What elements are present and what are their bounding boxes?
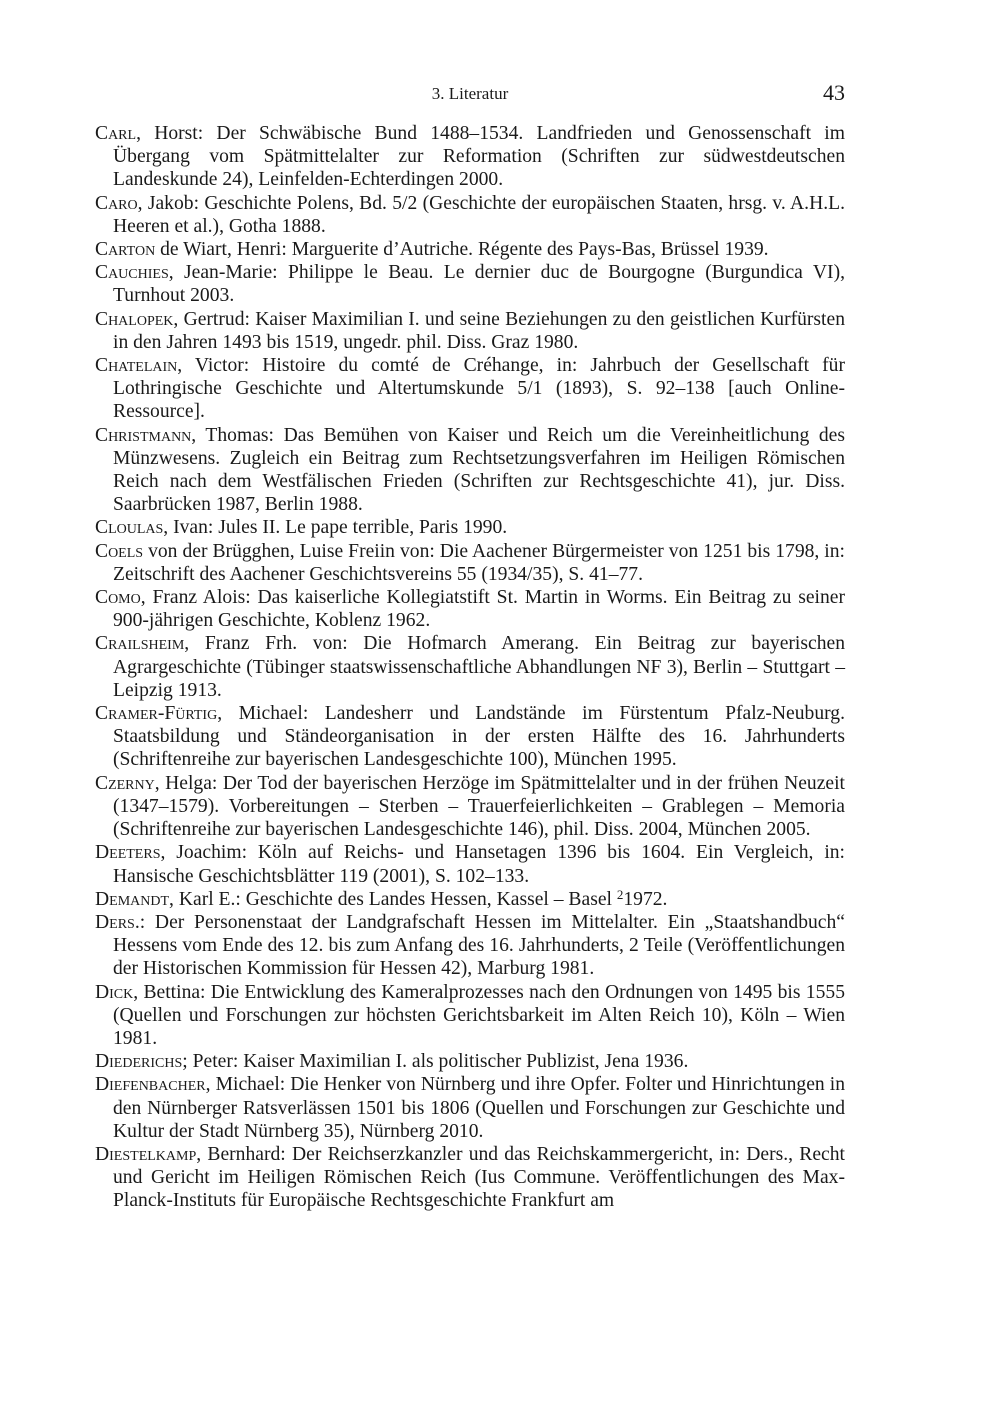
entry-author: Diestelkamp — [95, 1143, 197, 1165]
entry-text: , Franz Alois: Das kaiserliche Kollegiatstift St. Martin in Worms. Ein Beitrag zu seiner 900-jährigen Geschichte, Koblenz 1962. — [113, 587, 845, 632]
entry-author: Como — [95, 587, 141, 609]
bibliography-entry — [95, 516, 845, 539]
bibliography-entry — [95, 192, 845, 238]
entry-author: Diederichs — [95, 1051, 183, 1073]
entry-author: Cauchies — [95, 262, 169, 284]
bibliography-entry — [95, 586, 845, 632]
entry-text: , Gertrud: Kaiser Maximilian I. und seine Beziehungen zu den geistlichen Kurfürsten in den Jahren 1493 bis 1519, ungedr. phil. Diss. Graz 1980. — [113, 308, 845, 353]
entry-text: , Horst: Der Schwäbische Bund 1488–1534. Landfrieden und Genossenschaft im Übergang vom Spätmittelalter zur Reformation (Schriften zur südwestdeutschen Landeskunde 24), Leinfelden-Echterdingen 2000. — [113, 123, 845, 191]
entry-author: Deeters — [95, 842, 161, 864]
bibliography-entry — [95, 1050, 845, 1073]
entry-author: Carl — [95, 123, 137, 144]
running-title: 3. Literatur — [431, 84, 509, 103]
entry-text: , Franz Frh. von: Die Hofmarch Amerang. Ein Beitrag zur bayerischen Agrargeschichte (Tübinger staatswissenschaftliche Abhandlungen NF 3), Berlin – Stuttgart – Leipzig 1913. — [113, 633, 845, 701]
page-number: 43 — [823, 80, 845, 105]
entry-text: von der Brügghen, Luise Freiin von: Die Aachener Bürgermeister von 1251 bis 1798, in: Zeitschrift des Aachener Geschichtsvereins 55 (1934/35), S. 41–77. — [113, 540, 845, 585]
bibliography-entry — [95, 238, 845, 261]
entry-author: Crailsheim — [95, 633, 185, 655]
bibliography-entry — [95, 1143, 845, 1213]
bibliography-entry — [95, 540, 845, 586]
bibliography-entry — [95, 424, 845, 517]
entry-text: : Der Personenstaat der Landgrafschaft Hessen im Mittelalter. Ein „Staatshandbuch“ Hessens vom Ende des 12. bis zum Anfang des 16. Jahrhunderts, 2 Teile (Veröffentlichungen der Historischen Kommission für Hessen 42), Marburg 1981. — [113, 911, 845, 980]
entry-text: , Jean-Marie: Philippe le Beau. Le dernier duc de Bourgogne (Burgundica VI), Turnhout 2003. — [113, 262, 845, 307]
bibliography-entry — [95, 354, 845, 424]
bibliography-entry — [95, 702, 845, 772]
bibliography-entry — [95, 1073, 845, 1143]
entry-text: , Victor: Histoire du comté de Créhange, in: Jahrbuch der Gesellschaft für Lothringische Geschichte und Altertumskunde 5/1 (1893), S. 92–138 [auch Online-Ressource]. — [113, 355, 845, 423]
bibliography-entry — [95, 888, 845, 911]
bibliography-entry — [95, 841, 845, 887]
bibliography-entry — [95, 981, 845, 1051]
entry-text: , Thomas: Das Bemühen von Kaiser und Reich um die Vereinheitlichung des Münzwesens. Zugleich ein Beitrag zum Rechtsetzungsverfahren im Heiligen Römischen Reich nach dem Westfälischen Frieden (Schriften zur Rechtsgeschichte 41), jur. Diss. Saarbrücken 1987, Berlin 1988. — [113, 424, 845, 516]
entry-text: , Helga: Der Tod der bayerischen Herzöge im Spätmittelalter und in der frühen Neuzeit (1347–1579). Vorbereitungen – Sterben – Trauerfeierlichkeiten – Grablegen – Memoria (Schriftenreihe zur bayerischen Landesgeschichte 146), phil. Diss. 2004, München 2005. — [113, 772, 845, 841]
bibliography-list — [95, 122, 845, 1213]
entry-text-after: 1972. — [623, 888, 668, 910]
entry-author: Dick — [95, 981, 134, 1003]
entry-author: Diefenbacher — [95, 1074, 206, 1096]
entry-author: Caro — [95, 192, 138, 214]
entry-author: Demandt — [95, 888, 170, 910]
entry-author: Chalopek — [95, 308, 174, 330]
entry-author: Carton — [95, 239, 156, 261]
entry-text: , Karl E.: Geschichte des Landes Hessen, Kassel – Basel — [169, 888, 617, 910]
entry-author: Chatelain — [95, 355, 178, 377]
entry-text: de Wiart, Henri: Marguerite d’Autriche. Régente des Pays-Bas, Brüssel 1939. — [155, 239, 769, 261]
entry-text: , Joachim: Köln auf Reichs- und Hansetagen 1396 bis 1604. Ein Vergleich, in: Hansische Geschichtsblätter 119 (2001), S. 102–133. — [113, 842, 845, 887]
entry-text: , Bettina: Die Entwicklung des Kameralprozesses nach den Ordnungen von 1495 bis 1555 (Quellen und Forschungen zur höchsten Gerichtsbarkeit im Alten Reich 10), Köln – Wien 1981. — [113, 981, 845, 1049]
entry-text: , Jakob: Geschichte Polens, Bd. 5/2 (Geschichte der europäischen Staaten, hrsg. v. A.H.L. Heeren et al.), Gotha 1888. — [113, 192, 845, 237]
bibliography-entry — [95, 122, 845, 192]
entry-text: , Michael: Die Henker von Nürnberg und ihre Opfer. Folter und Hinrichtungen in den Nürnberger Ratsverlässen 1501 bis 1806 (Quellen und Forschungen zur Geschichte und Kultur der Stadt Nürnberg 35), Nürnberg 2010. — [113, 1074, 845, 1142]
bibliography-entry — [95, 632, 845, 702]
bibliography-entry — [95, 911, 845, 981]
running-header — [95, 82, 845, 108]
entry-text: , Ivan: Jules II. Le pape terrible, Paris 1990. — [163, 517, 508, 539]
bibliography-entry — [95, 772, 845, 842]
entry-text: ; Peter: Kaiser Maximilian I. als politischer Publizist, Jena 1936. — [182, 1051, 689, 1073]
entry-author: Cramer-Fürtig — [95, 703, 218, 725]
edition-superscript: 2 — [616, 886, 624, 902]
entry-author: Czerny — [95, 772, 155, 794]
entry-author: Christmann — [95, 424, 192, 446]
entry-author: Ders. — [95, 911, 140, 933]
bibliography-entry — [95, 308, 845, 354]
bibliography-entry — [95, 261, 845, 307]
entry-text: , Bernhard: Der Reichserzkanzler und das Reichskammergericht, in: Ders., Recht und Gericht im Heiligen Römischen Reich (Ius Commune. Veröffentlichungen des Max-Planck-Instituts für Europäische Rechtsgeschichte Frankfurt am — [113, 1143, 845, 1212]
entry-text: , Michael: Landesherr und Landstände im Fürstentum Pfalz-Neuburg. Staatsbildung und Ständeorganisation in der ersten Hälfte des 16. Jahrhunderts (Schriftenreihe zur bayerischen Landesgeschichte 100), München 1995. — [113, 703, 845, 771]
entry-author: Cloulas — [95, 517, 164, 539]
entry-author: Coels — [95, 540, 144, 562]
